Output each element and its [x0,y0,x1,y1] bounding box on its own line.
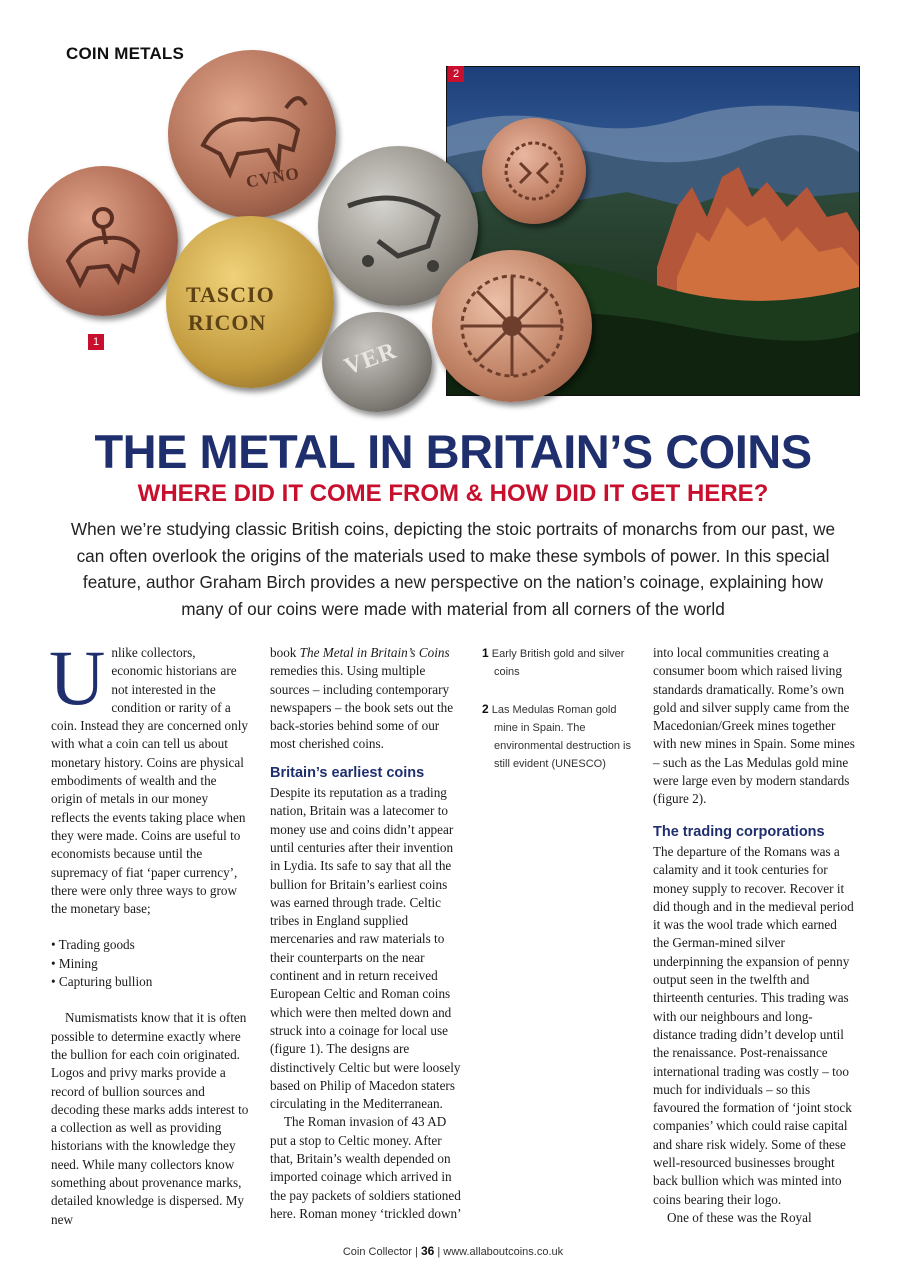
gold-tasciovanus-coin [166,216,334,388]
footer-url: www.allaboutcoins.co.uk [443,1246,564,1258]
heading-trading-corporations: The trading corporations [653,823,825,840]
intro-text: nlike collectors, economic historians are not interested in the condition or rarity of a coin. Instead they are concerned only with what a coin can tell us about monetary history. Coins are physical embodiments of wealth and the origin of metals in our money reflects the events taking place when they were made. Coins are useful to economists because until the supremacy of fiat ‘paper currency’, there were only three ways to grow the monetary base; [51,645,248,917]
column-1 [49,634,250,1229]
trading-paragraph: The departure of the Romans was a calamity and it took centuries for money supply to recover. Recover it did though and in the medieval period it was the wool trade which earned the German-mined silver underpinning the expansion of penny output seen in the twelfth and thirteenth centuries. This trading was with our neighbours and long-distance trading didn’t develop until the renaissance. Post-renaissance international trading was costly – too much for individuals – so this favoured the formation of ‘joint stock companies’ which could raise capital and share risk widely. Some of these well-resourced businesses brought back bullion which was minted into coins bearing their logo. [653,843,854,1207]
bullet-mining: • Mining [51,955,98,971]
bullet-trading-goods: • Trading goods [51,937,135,953]
celtic-bull-coin [168,50,336,218]
heading-earliest-coins: Britain’s earliest coins [270,764,425,781]
page-footer [0,1244,906,1258]
book-title: The Metal in Britain’s Coins [299,645,450,660]
book-paragraph: book The Metal in Britain’s Coins remedies this. Using multiple sources – including contemporary newspapers – the book sets out the back-stories behind some of our most cherished coins. [270,645,454,752]
celtic-wreath-coin [432,250,592,402]
article-subheadline: WHERE DID IT COME FROM & HOW DID IT GET HERE? [137,480,769,507]
footer-magazine: Coin Collector [342,1246,412,1258]
caption-1 [482,644,640,682]
silver-ver-coin [322,312,432,412]
wreath-pattern-icon [432,250,592,402]
caption-1-number: 1 [482,646,489,660]
roman-invasion-paragraph: The Roman invasion of 43 AD put a stop to Celtic money. After that, Britain’s wealth depended on imported coinage which arrived in the pay packets of soldiers stationed here. Roman money ‘trickled down’ [270,1114,462,1221]
royal-paragraph: One of these was the Royal [667,1209,812,1225]
column-2 [270,644,465,1223]
drop-cap: U [49,634,106,721]
caption-2 [482,700,640,774]
coin-inscription-cvno: CVNO [244,163,302,192]
bronze-face-coin [482,118,586,224]
figure-1-number: 1 [88,334,104,350]
caption-2-number: 2 [482,701,489,716]
column-4 [653,644,855,1227]
coin-inscription-ver: VER [341,337,401,381]
caption-1-text: Early British gold and silver coins [491,648,625,679]
intro-paragraph [49,634,250,918]
section-label: COIN METALS [66,44,185,63]
bullet-list [51,936,250,991]
coin-inscription-ricon: RICON [188,310,267,335]
footer-separator-2: | [437,1246,441,1258]
bull-icon [168,50,336,218]
captions-column [482,644,640,774]
article-headline: THE METAL IN BRITAIN’S COINS [94,425,812,478]
footer-separator-1: | [415,1246,418,1258]
figure-2-number: 2 [448,66,464,82]
caption-2-text: Las Medulas Roman gold mine in Spain. The environmental destruction is still evident (UNESCO) [491,703,631,771]
celtic-horse-coin [28,166,178,316]
numismatists-paragraph: Numismatists know that it is often possible to determine exactly where the bullion for each coin originated. Logos and privy marks provide a record of bullion sources and decoding these marks adds interest to a collection as well as providing historians with the knowledge they need. While many collectors know something about provenance marks, detailed knowledge is dispersed. My new [51,1010,249,1227]
horse-rider-icon [28,166,178,316]
rome-paragraph: into local communities creating a consumer boom which raised living standards dramatically. Rome’s own gold and silver supply came from the Macedonian/Greek mines together with new mines in Spain. Some mines – such as the Las Medulas gold mine were large even by modern standards (figure 2). [653,645,855,807]
article-standfirst: When we’re studying classic British coins, depicting the stoic portraits of monarchs from our past, we can often overlook the origins of the materials used to make these symbols of power. In this special feature, author Graham Birch provides a new perspective on the nation’s coinage, explaining how many of our coins were made with material from all corners of the world [70,519,836,619]
stylized-face-icon [482,118,586,224]
page-number: 36 [420,1244,435,1258]
earliest-coins-paragraph: Despite its reputation as a trading nation, Britain was a latecomer to money use and coins didn’t appear until centuries after their invention in Lydia. Its safe to say that all the bullion for Britain’s earliest coins was earned through trade. Celtic tribes in England supplied mercenaries and raw materials to their counterparts on the near continent and in return received European Celtic and Roman coins which were then melted down and struck into a coinage for local use (figure 1). The designs are distinctively Celtic but were loosely based on Philip of Macedon staters circulating in the Mediterranean. [270,785,461,1112]
bullet-capturing-bullion: • Capturing bullion [51,974,153,990]
coin-inscription-tascio: TASCIO [186,282,275,307]
